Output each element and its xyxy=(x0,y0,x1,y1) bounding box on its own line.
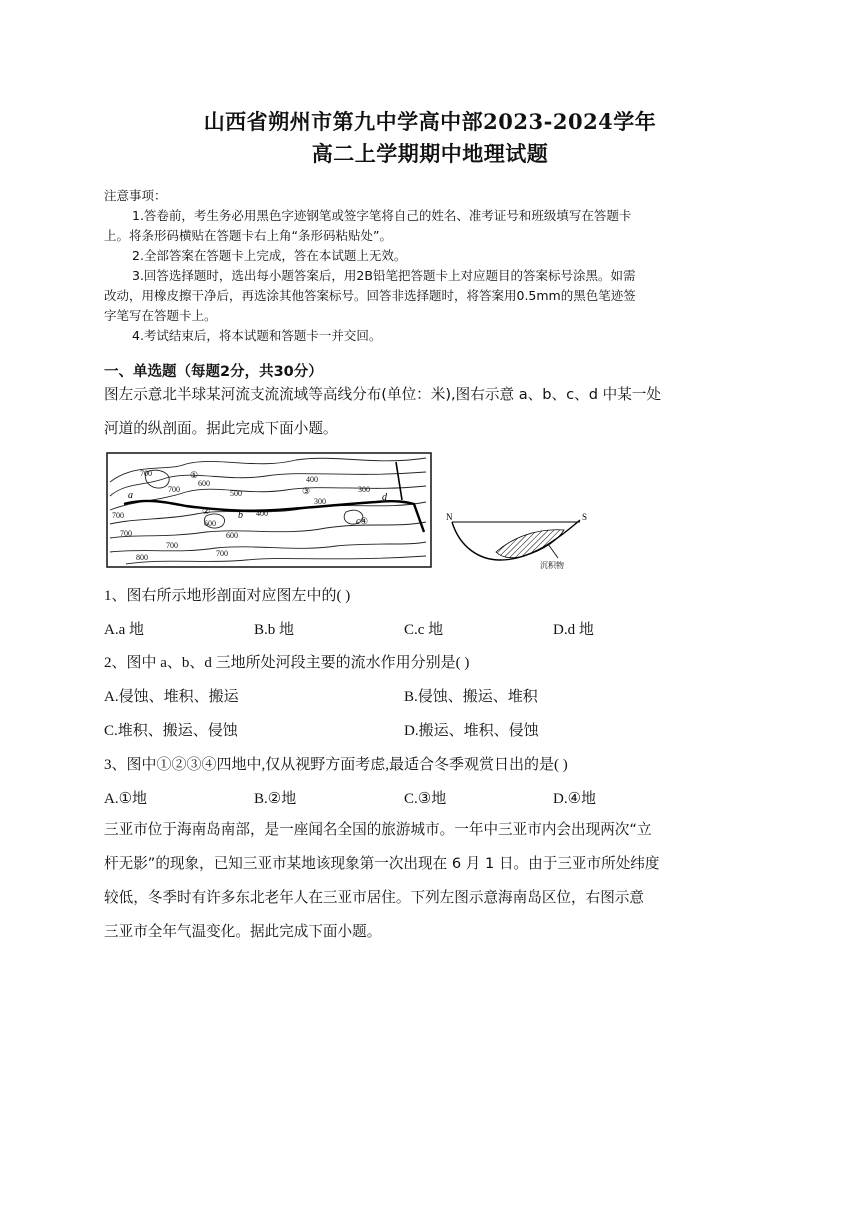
contour-label: 700 xyxy=(120,529,132,538)
contour-label: 400 xyxy=(306,475,318,484)
question-1-stem: 1、图右所示地形剖面对应图左中的( ) xyxy=(104,588,351,604)
note-item-2: 2.全部答案在答题卡上完成，答在本试题上无效。 xyxy=(132,248,407,263)
contour-label: 700 xyxy=(112,511,124,520)
intro1-line2: 河道的纵剖面。据此完成下面小题。 xyxy=(104,420,338,437)
note-item-4: 4.考试结束后，将本试题和答题卡一并交回。 xyxy=(132,328,382,343)
note-item-3c: 字笔写在答题卡上。 xyxy=(104,308,217,323)
point-label-c: c xyxy=(356,516,361,527)
q3-option-a[interactable]: A.①地 xyxy=(104,791,148,807)
contour-label: 700 xyxy=(216,549,228,558)
q2-option-c[interactable]: C.堆积、搬运、侵蚀 xyxy=(104,723,238,739)
contour-label: 600 xyxy=(198,479,210,488)
contour-label: 500 xyxy=(230,489,242,498)
intro2-line4: 三亚市全年气温变化。据此完成下面小题。 xyxy=(104,923,382,940)
note-item-3a: 3.回答选择题时，选出每小题答案后，用2B铅笔把答题卡上对应题目的答案标号涂黑。如需 xyxy=(132,268,636,283)
profile-label-n: N xyxy=(446,512,453,522)
q1-option-b[interactable]: B.b 地 xyxy=(254,622,295,638)
note-item-1a: 1.答卷前，考生务必用黑色字迹钢笔或签字笔将自己的姓名、准考证号和班级填写在答题卡 xyxy=(132,208,632,223)
point-label-a: a xyxy=(128,490,133,501)
intro2-line3: 较低，冬季时有许多东北老年人在三亚市居住。下列左图示意海南岛区位，右图示意 xyxy=(104,889,644,906)
section-title: 一、单选题（每题2分，共30分） xyxy=(104,364,323,380)
exam-title-line2: 高二上学期期中地理试题 xyxy=(311,141,549,166)
q3-option-b[interactable]: B.②地 xyxy=(254,791,297,807)
point-label-b: b xyxy=(238,510,243,521)
q1-option-d[interactable]: D.d 地 xyxy=(553,622,594,638)
q3-option-c[interactable]: C.③地 xyxy=(404,791,447,807)
circle-label-3: ③ xyxy=(302,486,311,496)
intro-paragraph-1 xyxy=(104,378,758,446)
note-item-3b: 改动，用橡皮擦干净后，再选涂其他答案标号。回答非选择题时，将答案用0.5mm的黑色笔迹签 xyxy=(104,288,636,303)
notes-heading: 注意事项： xyxy=(104,188,167,203)
river-profile-figure xyxy=(440,508,596,574)
contour-label: 300 xyxy=(314,497,326,506)
contour-label: 700 xyxy=(166,541,178,550)
note-item-1b: 上。将条形码横贴在答题卡右上角“条形码粘贴处”。 xyxy=(104,228,392,243)
q3-option-d[interactable]: D.④地 xyxy=(553,791,597,807)
exam-notes xyxy=(104,186,756,346)
intro1-line1: 图左示意北半球某河流支流流域等高线分布(单位：米),图右示意 a、b、c、d 中某一处 xyxy=(104,386,661,403)
circle-label-4: ④ xyxy=(360,516,369,526)
contour-label: 300 xyxy=(358,485,370,494)
contour-label: 800 xyxy=(136,553,148,562)
intro2-line2: 杆无影”的现象，已知三亚市某地该现象第一次出现在 6 月 1 日。由于三亚市所处纬度 xyxy=(104,855,660,872)
intro-paragraph-2 xyxy=(104,813,758,949)
contour-label: 600 xyxy=(204,519,216,528)
circle-label-2: ② xyxy=(202,506,211,516)
question-2-stem: 2、图中 a、b、d 三地所处河段主要的流水作用分别是( ) xyxy=(104,655,470,671)
intro2-line1: 三亚市位于海南岛南部，是一座闻名全国的旅游城市。一年中三亚市内会出现两次“立 xyxy=(104,821,652,838)
contour-label: 700 xyxy=(168,485,180,494)
contour-label: 700 xyxy=(140,469,152,478)
contour-label: 400 xyxy=(256,509,268,518)
point-label-d: d xyxy=(382,492,387,503)
q2-option-b[interactable]: B.侵蚀、搬运、堆积 xyxy=(404,689,538,705)
question-3-stem: 3、图中①②③④四地中,仅从视野方面考虑,最适合冬季观赏日出的是( ) xyxy=(104,757,568,773)
exam-title-line1: 山西省朔州市第九中学高中部2023-2024学年 xyxy=(203,109,657,134)
circle-label-1: ① xyxy=(190,470,199,480)
q1-option-c[interactable]: C.c 地 xyxy=(404,622,444,638)
profile-label-s: S xyxy=(582,512,588,522)
q1-option-a[interactable]: A.a 地 xyxy=(104,622,144,638)
sediment-label: 沉积物 xyxy=(540,561,564,570)
contour-label: 600 xyxy=(226,531,238,540)
contour-map-figure xyxy=(106,452,432,568)
q2-option-d[interactable]: D.搬运、堆积、侵蚀 xyxy=(404,723,539,739)
q2-option-a[interactable]: A.侵蚀、堆积、搬运 xyxy=(104,689,239,705)
